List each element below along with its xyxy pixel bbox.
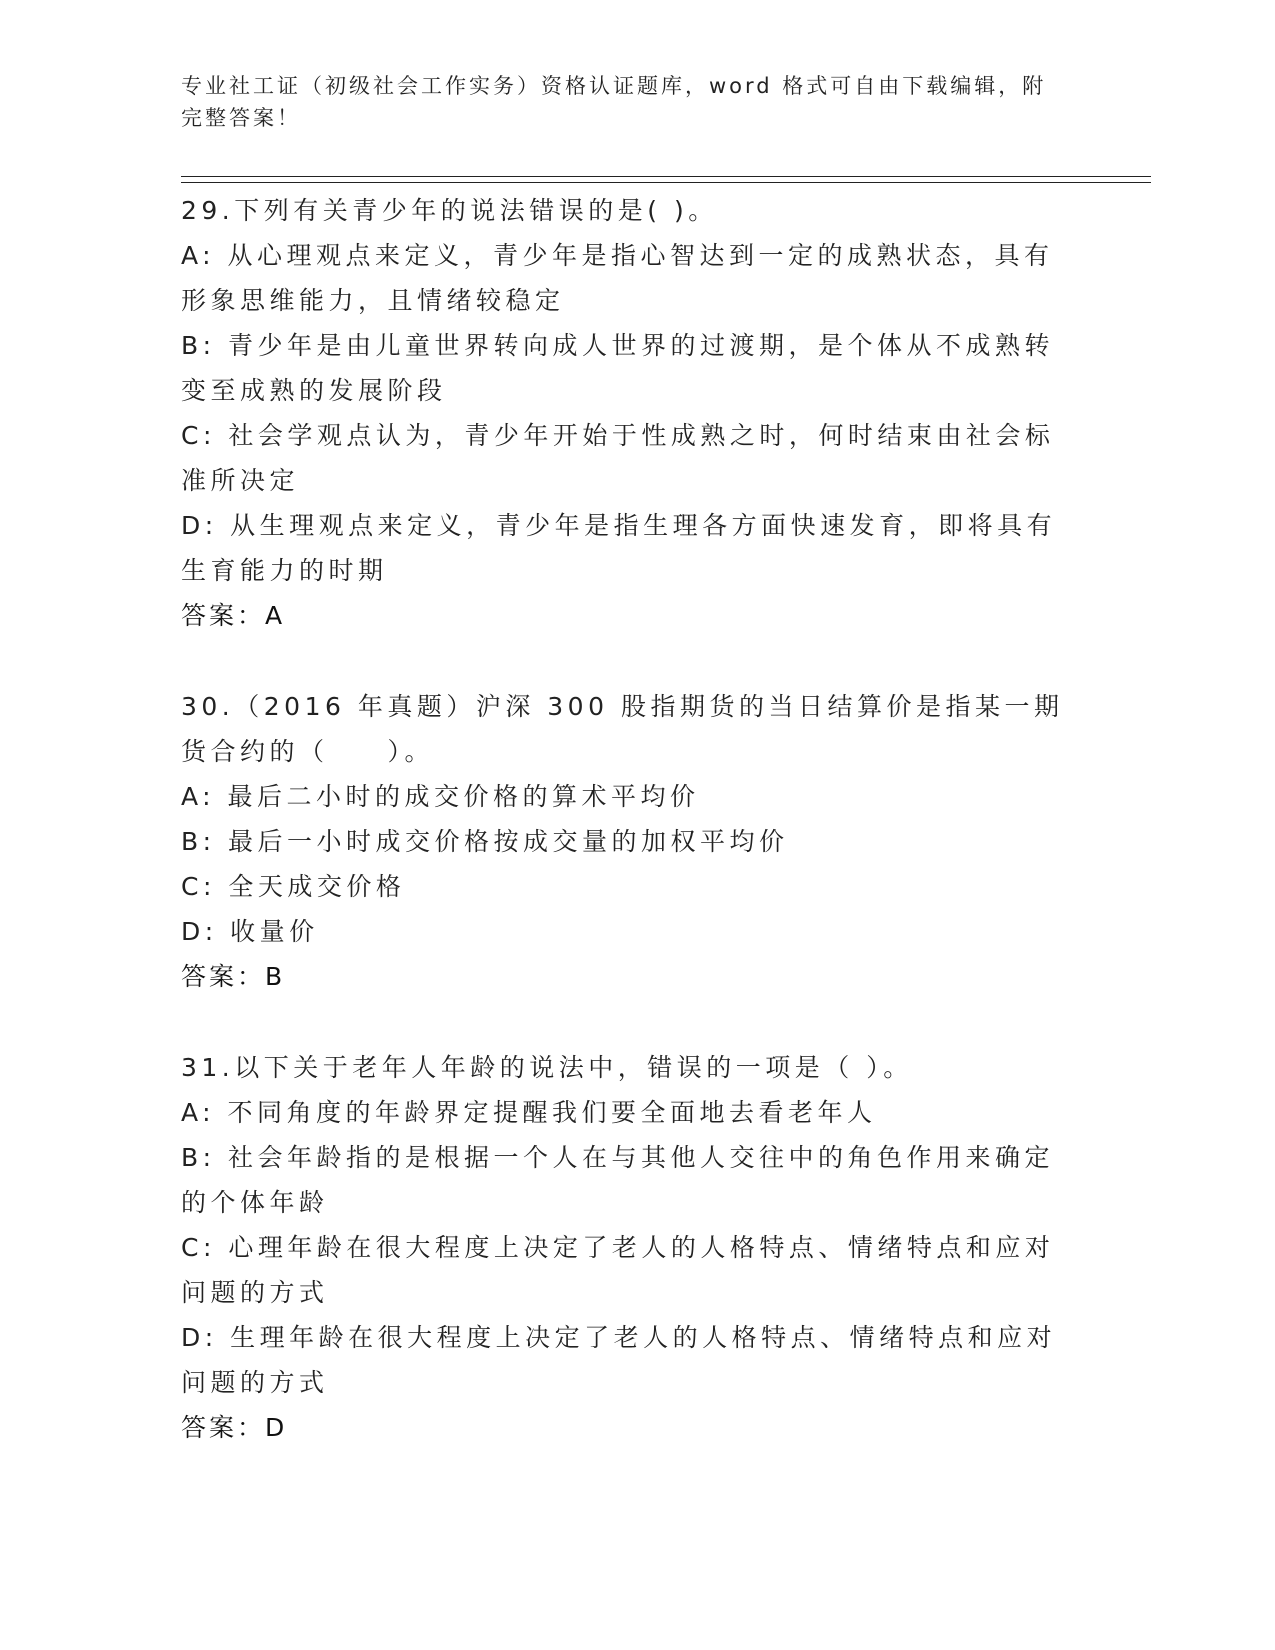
answer-text: 答案：D <box>181 1413 288 1442</box>
option-d: D: 生理年龄在很大程度上决定了老人的人格特点、情绪特点和应对问题的方式 <box>181 1323 1057 1397</box>
option-c: C: 心理年龄在很大程度上决定了老人的人格特点、情绪特点和应对问题的方式 <box>181 1233 1055 1307</box>
option-a: A: 不同角度的年龄界定提醒我们要全面地去看老年人 <box>181 1098 877 1127</box>
option-a: A: 从心理观点来定义，青少年是指心智达到一定的成熟状态，具有形象思维能力，且情绪较稳定 <box>181 241 1054 315</box>
question-list <box>181 188 1081 1496</box>
question-stem: 29.下列有关青少年的说法错误的是( )。 <box>181 196 718 225</box>
answer-text: 答案：A <box>181 601 286 630</box>
answer-text: 答案：B <box>181 962 286 991</box>
question-stem: 31.以下关于老年人年龄的说法中，错误的一项是（ ）。 <box>181 1053 913 1082</box>
option-b: B: 社会年龄指的是根据一个人在与其他人交往中的角色作用来确定的个体年龄 <box>181 1143 1055 1217</box>
question-30 <box>181 684 1081 999</box>
option-b: B: 青少年是由儿童世界转向成人世界的过渡期，是个体从不成熟转变至成熟的发展阶段 <box>181 331 1055 405</box>
document-header: 专业社工证（初级社会工作实务）资格认证题库，word 格式可自由下载编辑，附完整答案！ <box>181 74 1047 130</box>
option-b: B: 最后一小时成交价格按成交量的加权平均价 <box>181 827 789 856</box>
option-d: D: 收量价 <box>181 917 319 946</box>
question-stem: 30.（2016 年真题）沪深 300 股指期货的当日结算价是指某一期货合约的（ ）。 <box>181 692 1064 766</box>
question-31 <box>181 1045 1081 1450</box>
option-c: C: 全天成交价格 <box>181 872 406 901</box>
header-divider-bottom <box>181 182 1151 183</box>
question-29 <box>181 188 1081 638</box>
option-d: D: 从生理观点来定义，青少年是指生理各方面快速发育，即将具有生育能力的时期 <box>181 511 1057 585</box>
option-a: A: 最后二小时的成交价格的算术平均价 <box>181 782 700 811</box>
option-c: C: 社会学观点认为，青少年开始于性成熟之时，何时结束由社会标准所决定 <box>181 421 1055 495</box>
header-divider-top <box>181 176 1151 177</box>
